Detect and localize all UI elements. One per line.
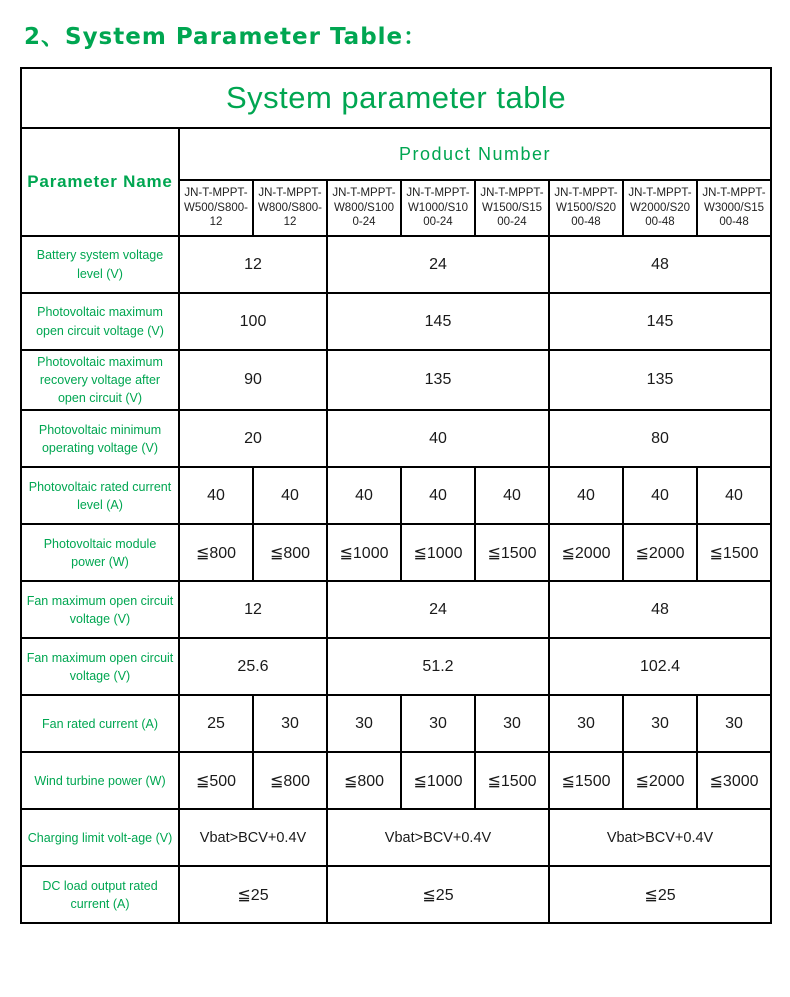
value-cell: 30 (697, 695, 771, 752)
value-cell: 30 (327, 695, 401, 752)
value-cell: 40 (623, 467, 697, 524)
table-row (21, 236, 771, 293)
page-heading: 2、System Parameter Table： (24, 24, 428, 50)
parameter-label: Fan maximum open circuit voltage (V) (21, 638, 179, 695)
value-cell: ≦1500 (697, 524, 771, 581)
parameter-label: DC load output rated current (A) (21, 866, 179, 923)
product-number-header: Product Number (179, 128, 771, 180)
value-cell: 30 (475, 695, 549, 752)
product-number: JN-T-MPPT-W2000/S2000-48 (623, 180, 697, 236)
value-cell: 40 (327, 410, 549, 467)
parameter-label: Fan maximum open circuit voltage (V) (21, 581, 179, 638)
value-cell: ≦1000 (401, 752, 475, 809)
value-cell: ≦2000 (623, 524, 697, 581)
value-cell: 40 (401, 467, 475, 524)
value-cell: 30 (623, 695, 697, 752)
product-number: JN-T-MPPT-W1500/S2000-48 (549, 180, 623, 236)
table-row (21, 524, 771, 581)
value-cell: ≦500 (179, 752, 253, 809)
value-cell: Vbat>BCV+0.4V (179, 809, 327, 866)
value-cell: ≦25 (327, 866, 549, 923)
parameter-label: Photovoltaic module power (W) (21, 524, 179, 581)
parameter-label: Photovoltaic rated current level (A) (21, 467, 179, 524)
product-number: JN-T-MPPT-W3000/S1500-48 (697, 180, 771, 236)
product-number: JN-T-MPPT-W800/S800-12 (253, 180, 327, 236)
table-row (21, 695, 771, 752)
value-cell: 40 (253, 467, 327, 524)
value-cell: 30 (401, 695, 475, 752)
value-cell: ≦1000 (327, 524, 401, 581)
value-cell: 12 (179, 236, 327, 293)
product-number: JN-T-MPPT-W1000/S1000-24 (401, 180, 475, 236)
product-number: JN-T-MPPT-W500/S800-12 (179, 180, 253, 236)
value-cell: 51.2 (327, 638, 549, 695)
system-parameter-table (20, 67, 772, 924)
value-cell: 24 (327, 581, 549, 638)
value-cell: 145 (327, 293, 549, 350)
value-cell: ≦25 (179, 866, 327, 923)
value-cell: ≦1000 (401, 524, 475, 581)
value-cell: 90 (179, 350, 327, 410)
value-cell: 48 (549, 581, 771, 638)
value-cell: ≦2000 (623, 752, 697, 809)
parameter-label: Photovoltaic maximum open circuit voltage (V) (21, 293, 179, 350)
table-header-row (21, 128, 771, 180)
value-cell: 40 (697, 467, 771, 524)
value-cell: 40 (179, 467, 253, 524)
value-cell: 25.6 (179, 638, 327, 695)
table-row (21, 638, 771, 695)
value-cell: 40 (549, 467, 623, 524)
value-cell: 102.4 (549, 638, 771, 695)
value-cell: ≦1500 (549, 752, 623, 809)
parameter-label: Wind turbine power (W) (21, 752, 179, 809)
table-row (21, 866, 771, 923)
value-cell: 25 (179, 695, 253, 752)
parameter-label: Charging limit volt-age (V) (21, 809, 179, 866)
value-cell: 30 (549, 695, 623, 752)
value-cell: 24 (327, 236, 549, 293)
value-cell: ≦800 (327, 752, 401, 809)
table-title-row (21, 68, 771, 128)
value-cell: ≦3000 (697, 752, 771, 809)
value-cell: ≦1500 (475, 752, 549, 809)
value-cell: Vbat>BCV+0.4V (549, 809, 771, 866)
value-cell: ≦800 (179, 524, 253, 581)
value-cell: ≦800 (253, 752, 327, 809)
table-row (21, 293, 771, 350)
parameter-label: Photovoltaic maximum recovery voltage after open circuit (V) (21, 350, 179, 410)
value-cell: 30 (253, 695, 327, 752)
value-cell: 12 (179, 581, 327, 638)
value-cell: 100 (179, 293, 327, 350)
parameter-label: Photovoltaic minimum operating voltage (V) (21, 410, 179, 467)
value-cell: 80 (549, 410, 771, 467)
table-row (21, 581, 771, 638)
table-row (21, 752, 771, 809)
value-cell: ≦25 (549, 866, 771, 923)
table-row (21, 350, 771, 410)
value-cell: 40 (327, 467, 401, 524)
table-row (21, 809, 771, 866)
table-row (21, 467, 771, 524)
value-cell: 48 (549, 236, 771, 293)
parameter-name-header: Parameter Name (21, 128, 179, 236)
parameter-label: Battery system voltage level (V) (21, 236, 179, 293)
value-cell: ≦1500 (475, 524, 549, 581)
table-row (21, 410, 771, 467)
value-cell: 20 (179, 410, 327, 467)
product-number: JN-T-MPPT-W1500/S1500-24 (475, 180, 549, 236)
value-cell: 135 (327, 350, 549, 410)
value-cell: 135 (549, 350, 771, 410)
product-number: JN-T-MPPT-W800/S1000-24 (327, 180, 401, 236)
value-cell: 40 (475, 467, 549, 524)
value-cell: 145 (549, 293, 771, 350)
value-cell: ≦2000 (549, 524, 623, 581)
value-cell: ≦800 (253, 524, 327, 581)
parameter-label: Fan rated current (A) (21, 695, 179, 752)
table-title: System parameter table (21, 68, 771, 128)
value-cell: Vbat>BCV+0.4V (327, 809, 549, 866)
